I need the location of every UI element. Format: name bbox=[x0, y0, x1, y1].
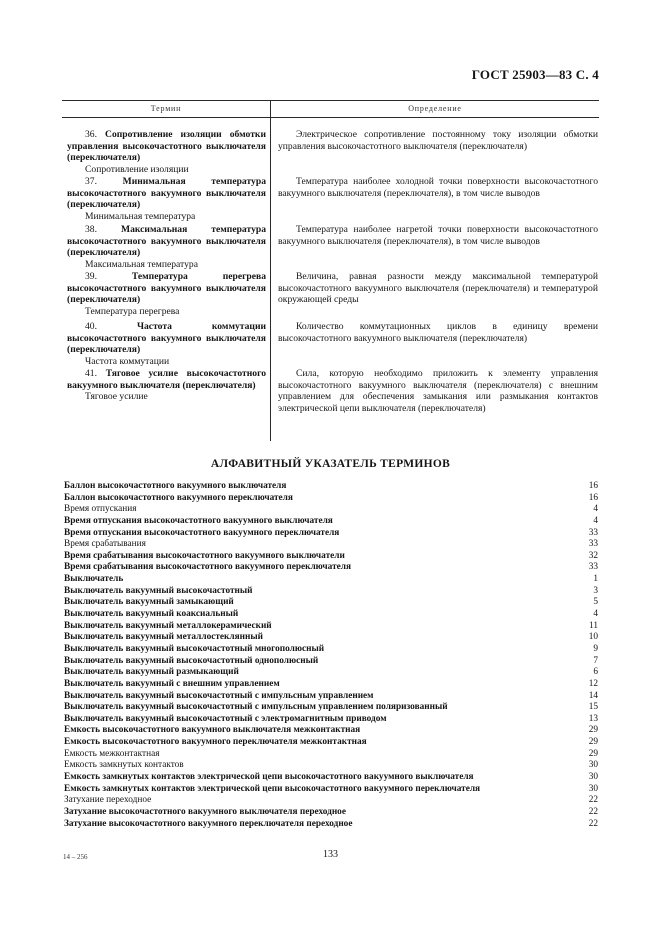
term-short-form: Температура перегрева bbox=[85, 305, 180, 317]
index-entry-number: 7 bbox=[593, 655, 598, 666]
index-entry-number: 4 bbox=[593, 609, 598, 620]
definition-37: Температура наиболее холодной точки поверхности высокочастотного вакуумного выключателя (переключателя), в том числе выводов bbox=[278, 176, 598, 199]
index-entry bbox=[64, 784, 598, 796]
index-entry-number: 16 bbox=[588, 492, 598, 503]
index-entry-number: 11 bbox=[589, 620, 598, 631]
index-entry bbox=[64, 586, 598, 598]
index-entry bbox=[64, 481, 598, 493]
index-entry-term: Время срабатывания bbox=[64, 539, 146, 550]
index-entry bbox=[64, 644, 598, 656]
index-entry-term: Емкость высокочастотного вакуумного выключателя межконтактная bbox=[64, 725, 361, 736]
index-entry-term: Время отпускания высокочастотного вакуумного переключателя bbox=[64, 527, 340, 538]
term-entry-39: 39. Температура перегрева высокочастотного вакуумного выключателя (переключателя) Температура перегрева bbox=[67, 271, 266, 317]
term-entry-37: 37. Минимальная температура высокочастотного вакуумного выключателя (переключателя) Минимальная температура bbox=[67, 176, 266, 222]
index-entry bbox=[64, 702, 598, 714]
definition-40: Количество коммутационных циклов в единицу времени высокочастотного вакуумного выключателя (переключателя) bbox=[278, 321, 598, 344]
index-entry-term: Время срабатывания высокочастотного вакуумного переключателя bbox=[64, 562, 352, 573]
index-entry-number: 30 bbox=[588, 772, 598, 783]
index-entry bbox=[64, 539, 598, 551]
page-number: 133 bbox=[323, 849, 338, 860]
index-entry-term: Баллон высокочастотного вакуумного выключателя bbox=[64, 481, 287, 491]
table-header-rule bbox=[62, 117, 599, 118]
index-entry-term: Выключатель вакуумный размыкающий bbox=[64, 667, 239, 678]
index-entry-number: 15 bbox=[588, 702, 598, 713]
index-entry-number: 4 bbox=[593, 504, 598, 515]
index-entry-term: Выключатель вакуумный высокочастотный с импульсным управлением bbox=[64, 690, 374, 701]
index-entry-term: Емкость межконтактная bbox=[64, 748, 160, 759]
definition-41: Сила, которую необходимо приложить к элементу управления высокочастотного вакуумного выключателя (переключателя) с внешним управлением для обеспечения замыкания или размыкания контактов электрической цепи выключателя (переключателя) bbox=[278, 368, 598, 414]
index-entry-term: Выключатель вакуумный с внешним управлением bbox=[64, 678, 280, 689]
index-entry-number: 9 bbox=[593, 643, 598, 654]
index-entry-number: 22 bbox=[588, 818, 598, 829]
index-entry-term: Выключатель вакуумный металлокерамический bbox=[64, 620, 272, 631]
index-entry-number: 10 bbox=[588, 632, 598, 643]
index-entry-number: 6 bbox=[593, 667, 598, 678]
term-entry-40: 40. Частота коммутации высокочастотного вакуумного выключателя (переключателя) Частота коммутации bbox=[67, 321, 266, 367]
term-entry-41: 41. Тяговое усилие высокочастотного вакуумного выключателя (переключателя) Тяговое усилие bbox=[67, 368, 267, 403]
index-entry bbox=[64, 528, 598, 540]
term-entry-38: 38. Максимальная температура высокочастотного вакуумного выключателя (переключателя) Максимальная температура bbox=[67, 224, 266, 270]
index-entry-number: 33 bbox=[588, 562, 598, 573]
index-entry bbox=[64, 562, 598, 574]
index-entry-term: Затухание переходное bbox=[64, 795, 152, 806]
index-entry bbox=[64, 632, 598, 644]
index-entry-term: Выключатель вакуумный высокочастотный с электромагнитным приводом bbox=[64, 713, 387, 724]
index-entry bbox=[64, 621, 598, 633]
index-entry-number: 22 bbox=[588, 795, 598, 806]
index-entry-number: 3 bbox=[593, 585, 598, 596]
index-entry-number: 16 bbox=[588, 481, 598, 491]
index-entry bbox=[64, 725, 598, 737]
index-entry bbox=[64, 714, 598, 726]
index-entry-term: Емкость высокочастотного вакуумного переключателя межконтактная bbox=[64, 737, 367, 748]
term-name: Температура перегрева высокочастотного вакуумного выключателя (переключателя) bbox=[67, 271, 266, 306]
term-name: Тяговое усилие высокочастотного вакуумного выключателя (переключателя) bbox=[67, 368, 267, 391]
index-entry-term: Выключатель вакуумный коаксиальный bbox=[64, 609, 239, 620]
definition-39: Величина, равная разности между максимальной температурой высокочастотного вакуумного выключателя (переключателя) и температурой окружающей среды bbox=[278, 271, 598, 306]
index-entry bbox=[64, 516, 598, 528]
index-entry-number: 12 bbox=[588, 678, 598, 689]
index-entry-number: 30 bbox=[588, 760, 598, 771]
index-entry-term: Выключатель вакуумный высокочастотный bbox=[64, 585, 253, 596]
footer-code: 14 – 256 bbox=[63, 853, 88, 861]
index-entry-number: 13 bbox=[588, 713, 598, 724]
index-entry bbox=[64, 679, 598, 691]
index-entry-term: Затухание высокочастотного вакуумного переключателя переходное bbox=[64, 818, 353, 829]
index-entry bbox=[64, 667, 598, 679]
definition-38: Температура наиболее нагретой точки поверхности высокочастотного вакуумного выключателя (переключателя), в том числе выводов bbox=[278, 224, 598, 247]
definition-36: Электрическое сопротивление постоянному току изоляции обмотки управления высокочастотного выключателя (переключателя) bbox=[278, 129, 598, 152]
column-header-definition: Определение bbox=[408, 104, 462, 113]
term-name: Сопротивление изоляции обмотки управления высокочастотного выключателя (переключателя) bbox=[67, 129, 266, 164]
index-entry-term: Выключатель вакуумный высокочастотный однополюсный bbox=[64, 655, 319, 666]
index-entry-number: 22 bbox=[588, 806, 598, 817]
index-entry-number: 33 bbox=[588, 527, 598, 538]
index-entry bbox=[64, 819, 598, 831]
index-entry bbox=[64, 807, 598, 819]
document-header: ГОСТ 25903—83 С. 4 bbox=[471, 67, 599, 82]
index-entry-number: 30 bbox=[588, 783, 598, 794]
index-entry-number: 29 bbox=[588, 725, 598, 736]
term-short-form: Тяговое усилие bbox=[85, 391, 148, 403]
index-entry bbox=[64, 795, 598, 807]
index-entry bbox=[64, 772, 598, 784]
table-column-divider bbox=[270, 101, 271, 441]
index-entry bbox=[64, 737, 598, 749]
index-entry-number: 5 bbox=[593, 597, 598, 608]
term-short-form: Максимальная температура bbox=[85, 258, 198, 270]
index-entry-term: Выключатель вакуумный высокочастотный с импульсным управлением поляризованный bbox=[64, 702, 448, 713]
index-entry-term: Емкость замкнутых контактов bbox=[64, 760, 184, 771]
index-entry-number: 1 bbox=[593, 574, 598, 585]
index-entry-term: Время срабатывания высокочастотного вакуумного выключатели bbox=[64, 550, 345, 561]
index-entry-term: Затухание высокочастотного вакуумного выключателя переходное bbox=[64, 806, 346, 817]
index-entry bbox=[64, 574, 598, 586]
index-entry-number: 14 bbox=[588, 690, 598, 701]
index-entry-number: 32 bbox=[588, 550, 598, 561]
index-entry-term: Время отпускания высокочастотного вакуумного выключателя bbox=[64, 515, 333, 526]
index-entry bbox=[64, 609, 598, 621]
index-entry bbox=[64, 493, 598, 505]
index-entry bbox=[64, 691, 598, 703]
index-entry-term: Выключатель вакуумный металлостеклянный bbox=[64, 632, 263, 643]
index-entry-term: Выключатель вакуумный высокочастотный многополюсный bbox=[64, 643, 325, 654]
term-name: Максимальная температура высокочастотного вакуумного выключателя (переключателя) bbox=[67, 224, 266, 259]
column-header-term: Термин bbox=[150, 104, 182, 113]
term-name: Частота коммутации высокочастотного вакуумного выключателя (переключателя) bbox=[67, 321, 266, 356]
alphabetical-index bbox=[64, 481, 598, 830]
term-short-form: Частота коммутации bbox=[85, 355, 170, 367]
table-top-rule bbox=[62, 100, 599, 101]
index-entry-term: Емкость замкнутых контактов электрической цепи высокочастотного вакуумного переключателя bbox=[64, 783, 481, 794]
term-short-form: Сопротивление изоляции bbox=[85, 163, 189, 175]
index-entry-number: 33 bbox=[588, 539, 598, 550]
index-entry-term: Выключатель вакуумный замыкающий bbox=[64, 597, 234, 608]
index-entry-term: Выключатель bbox=[64, 574, 124, 585]
index-title: АЛФАВИТНЫЙ УКАЗАТЕЛЬ ТЕРМИНОВ bbox=[210, 458, 451, 470]
term-short-form: Минимальная температура bbox=[85, 210, 196, 222]
index-entry-number: 29 bbox=[588, 737, 598, 748]
index-entry bbox=[64, 760, 598, 772]
index-entry bbox=[64, 551, 598, 563]
index-entry bbox=[64, 749, 598, 761]
index-entry-term: Баллон высокочастотного вакуумного переключателя bbox=[64, 492, 293, 503]
index-entry-number: 4 bbox=[593, 515, 598, 526]
term-entry-36: 36. Сопротивление изоляции обмотки управления высокочастотного выключателя (переключателя) Сопротивление изоляции bbox=[67, 129, 266, 175]
index-entry bbox=[64, 656, 598, 668]
index-entry-term: Время отпускания bbox=[64, 504, 137, 515]
index-entry-term: Емкость замкнутых контактов электрической цепи высокочастотного вакуумного выключателя bbox=[64, 772, 474, 783]
index-entry bbox=[64, 597, 598, 609]
term-name: Минимальная температура высокочастотного вакуумного выключателя (переключателя) bbox=[67, 176, 266, 211]
index-entry-number: 29 bbox=[588, 748, 598, 759]
index-entry bbox=[64, 504, 598, 516]
